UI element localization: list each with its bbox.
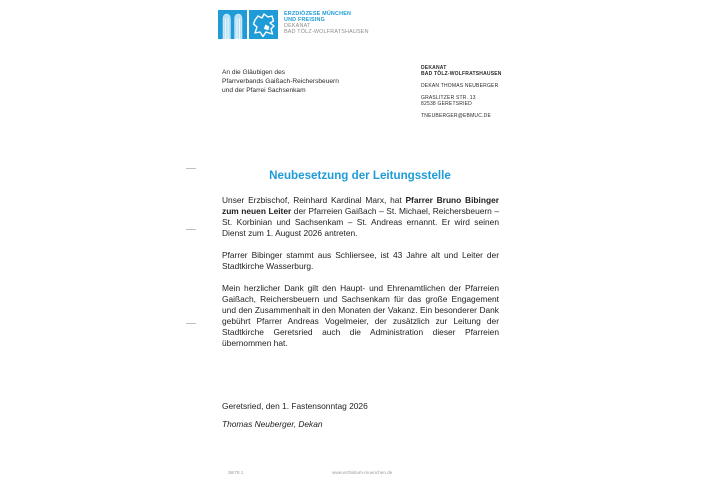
diocese-map-icon	[249, 10, 278, 39]
contact-person: DEKAN THOMAS NEUBERGER	[421, 83, 499, 89]
sender-contact-block	[421, 65, 502, 125]
letterhead-text	[284, 10, 369, 35]
contact-city: 82538 GERETSRIED	[421, 101, 472, 107]
addressee-line: Pfarrverbands Gaißach-Reichersbeuern	[222, 78, 339, 85]
p1-text-bold: Pfarrer Bruno Bibinger zum neuen Leiter	[222, 195, 499, 216]
footer-doc-code: 38/78 1	[228, 470, 244, 475]
letterhead	[218, 10, 369, 39]
org-sub-line1: DEKANAT	[284, 23, 311, 29]
contact-street: GRASLITZER STR. 13	[421, 95, 476, 101]
paragraph-biography: Pfarrer Bibinger stammt aus Schliersee, ist 43 Jahre alt und Leiter der Stadtkirche Wasserburg.	[222, 250, 499, 272]
frauenkirche-towers-icon	[218, 10, 247, 39]
letter-title: Neubesetzung der Leitungsstelle	[269, 169, 451, 182]
date-line: Geretsried, den 1. Fastensonntag 2026	[222, 401, 368, 411]
org-sub-line2: BAD TÖLZ-WOLFRATSHAUSEN	[284, 29, 369, 35]
fold-mark	[186, 323, 196, 324]
signature-line: Thomas Neuberger, Dekan	[222, 419, 323, 429]
addressee-block	[222, 68, 339, 95]
fold-mark	[186, 229, 196, 230]
letter-body	[222, 195, 499, 360]
contact-dept-line2: BAD TÖLZ-WOLFRATSHAUSEN	[421, 71, 502, 77]
letter-page	[185, 0, 535, 484]
footer-website: www.erzbistum-muenchen.de	[332, 470, 393, 475]
p1-text-after: der Pfarreien Gaißach – St. Michael, Reichersbeuern – St. Korbinian und Sachsenkam – St. Andreas ernannt. Er wird seinen Dienst zum 1. August 2026 antreten.	[222, 205, 500, 238]
org-name-line2: UND FREISING	[284, 17, 326, 23]
contact-dept-line1: DEKANAT	[421, 65, 447, 71]
org-name-line1: ERZDIÖZESE MÜNCHEN	[284, 11, 352, 17]
p1-text-before: Unser Erzbischof, Reinhard Kardinal Marx, hat	[222, 195, 406, 205]
contact-email: TNEUBERGER@EBMUC.DE	[421, 113, 491, 119]
paragraph-thanks: Mein herzlicher Dank gilt den Haupt- und Ehrenamtlichen der Pfarreien Gaißach, Reichersbeuern und Sachsenkam für das große Engagement und den Zusammenhalt in den Monaten der Vakanz. Ein besonderer Dank gebührt Pfarrer Andreas Vogelmeier, der zusätzlich zur Leitung der Stadtkirche Geretsried auch die Administration dieser Pfarreien übernommen hat.	[222, 283, 499, 348]
addressee-line: und der Pfarrei Sachsenkam	[222, 87, 306, 94]
addressee-line: An die Gläubigen des	[222, 69, 286, 76]
paragraph-appointment	[222, 195, 499, 239]
